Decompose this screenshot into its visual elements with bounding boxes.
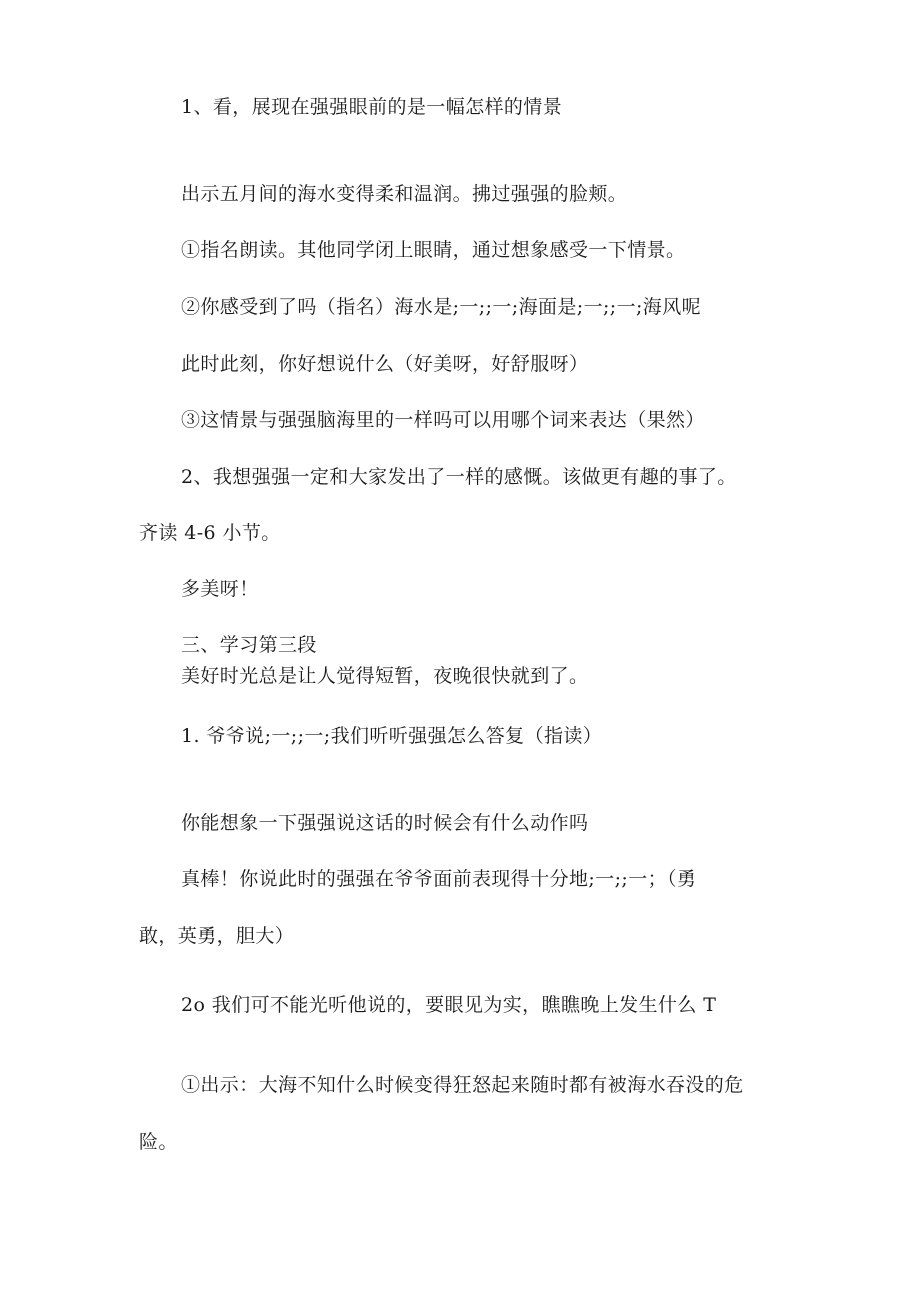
paragraph-line: ②你感受到了吗（指名）海水是;一;;一;海面是;一;;一;海风呢 (181, 296, 702, 318)
paragraph-line: 1. 爷爷说;一;;一;我们听听强强怎么答复（指读） (181, 725, 603, 747)
paragraph-line: ①指名朗读。其他同学闭上眼睛，通过想象感受一下情景。 (181, 239, 686, 261)
paragraph-line: 齐读 4-6 小节。 (139, 522, 281, 544)
paragraph-line: 美好时光总是让人觉得短暂，夜晚很快就到了。 (181, 665, 589, 687)
paragraph-line: 险。 (139, 1131, 178, 1153)
paragraph-line: ①出示：大海不知什么时候变得狂怒起来随时都有被海水吞没的危 (181, 1074, 744, 1096)
paragraph-line: 多美呀！ (181, 578, 259, 600)
paragraph-line: 出示五月间的海水变得柔和温润。拂过强强的脸颊。 (181, 183, 628, 205)
section-heading: 三、学习第三段 (181, 634, 317, 656)
paragraph-line: 你能想象一下强强说这话的时候会有什么动作吗 (181, 812, 589, 834)
paragraph-line: 敢，英勇，胆大） (139, 925, 295, 947)
paragraph-line: 此时此刻，你好想说什么（好美呀，好舒服呀） (181, 353, 589, 375)
paragraph-line: 2、我想强强一定和大家发出了一样的感慨。该做更有趣的事了。 (181, 466, 737, 488)
paragraph-line: 2o 我们可不能光听他说的，要眼见为实，瞧瞧晚上发生什么 T (181, 994, 717, 1016)
paragraph-line: 1、看，展现在强强眼前的是一幅怎样的情景 (181, 96, 563, 118)
paragraph-line: 真棒！你说此时的强强在爷爷面前表现得十分地;一;;一；（勇 (181, 868, 697, 890)
paragraph-line: ③这情景与强强脑海里的一样吗可以用哪个词来表达（果然） (181, 409, 705, 431)
